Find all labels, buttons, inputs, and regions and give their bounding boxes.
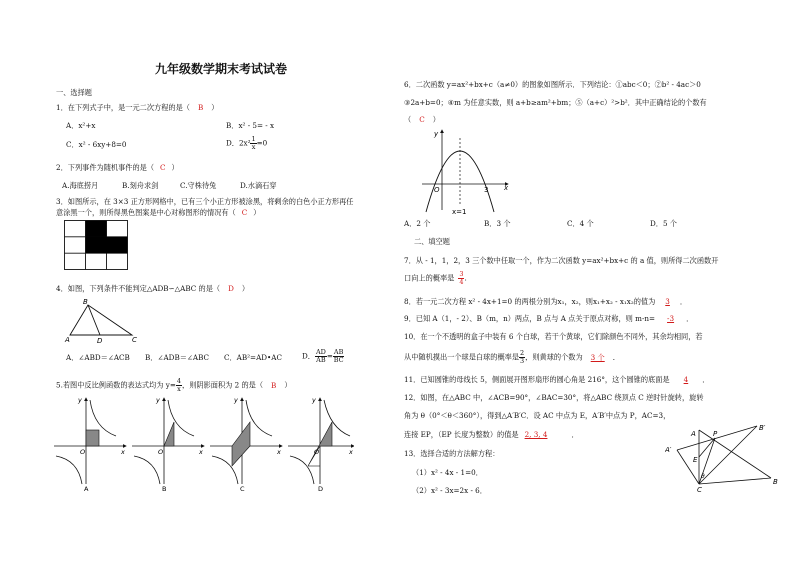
question-12-line-1: 12．如图，在△ABC 中，∠ACB=90°，∠BAC=30°，将△ABC 绕顶点 C 逆时针旋转，旋转 [404,393,704,402]
question-4-option-c: C．AB²=AD•AC [224,353,282,362]
svg-text:E: E [693,456,698,464]
question-13-stem: 13．选择合适的方法解方程： [404,449,500,458]
question-12-answer: 2, 3, 4 [524,430,548,439]
svg-text:P: P [713,430,718,438]
section-heading-fill: 二、填空题 [414,237,450,246]
svg-text:A′: A′ [665,446,672,454]
graph-a-label: A [84,485,89,493]
question-4-option-a: A．∠ABD＝∠ACB [66,353,130,362]
svg-text:θ: θ [701,473,705,480]
question-1-stem: 1．在下列式子中，是一元二次方程的是（ B ） [56,103,219,112]
question-13-part-2: （2）x² - 3x=2x - 6． [412,486,487,495]
question-4-option-d: D． $\frac{AD}{AB}=$ $\frac{AB}{BC}$ [302,348,344,364]
question-7-line-1: 7．从 - 1，1，2，3 三个数中任取一个，作为二次函数 y=ax²+bx+c 的 a 值，则所得二次函数开 [404,256,719,265]
svg-text:x: x [121,448,125,456]
svg-text:y: y [78,396,82,404]
svg-text:x: x [504,184,509,192]
question-8: 8．若一元二次方程 x² - 4x+1=0 的两根分别为x₁，x₂，则x₁+x₂ - x₁x₂的值为 3 ． [404,297,688,306]
question-12-line-2: 角为 θ（0°＜θ＜360°），得到△A′B′C．设 AC 中点为 E，A′B′中点为 P，AC=3， [404,411,671,420]
question-8-answer: 3 [665,297,670,306]
question-7-answer-den: 4 [459,278,464,286]
label-a: A [65,336,70,344]
svg-text:x=1: x=1 [452,208,467,216]
triangle-figure [62,298,142,344]
question-4-stem: 4．如图，下列条件不能判定△ADB∽△ABC 的是（ D ） [56,284,250,293]
question-6-option-b: B．3 个 [484,219,511,228]
question-2-option-a: A.海底捞月 [62,181,99,190]
question-4-answer: D [228,284,234,293]
svg-text:y: y [234,396,238,404]
question-6-answer-line: （ C ） [404,115,440,124]
question-12-line-3: 连接 EP，（EP 长度为整数）的值是 2, 3, 4 ． [404,430,579,439]
svg-text:B′: B′ [759,424,766,432]
question-5-graphs [54,394,354,494]
svg-text:A: A [691,430,696,438]
question-5-answer: B [271,380,277,390]
question-11: 11．已知圆锥的母线长 5，侧面展开图形扇形的圆心角是 216°，这个圆锥的底面是 4 ． [404,375,710,384]
question-4-option-b: B．∠ADB＝∠ABC [145,353,210,362]
question-9: 9．已知 A（1，- 2）、B（m，n）两点，B 点与 A 点关于原点对称，则 m-n= -3 ． [404,314,694,323]
question-6-line-1: 6．二次函数 y=ax²+bx+c（a≠0）的图象如图所示．下列结论：①abc＜0；②b² - 4ac＞0 [404,80,701,89]
question-3-answer: C [241,208,248,217]
svg-text:y: y [156,396,160,404]
question-1-option-a: A．x²+x [66,121,96,130]
question-6-answer: C [419,115,425,124]
svg-text:O: O [158,448,164,456]
question-3-line-1: 3．如图所示，在 3×3 正方形网格中，已有三个小正方形被涂黑，将剩余的白色小正方形再任 [56,197,354,206]
question-1-option-d: D．2x² $\frac{1}{x}=0$ [226,135,268,151]
graph-b-label: B [162,485,167,493]
question-5-stem: 5.若图中反比例函数的表达式均为 y= $\frac{4}{x}$，则阴影面积为 2 的是（ B ） [56,377,292,393]
question-7-answer-num: 3 [459,270,464,278]
svg-text:y: y [434,130,439,138]
svg-text:C: C [697,486,702,492]
question-2-option-b: B.刻舟求剑 [122,181,159,190]
question-2-option-d: D.水滴石穿 [240,181,277,190]
svg-text:O: O [80,448,86,456]
question-1-option-b: B．x² - 5= - x [226,121,275,130]
svg-text:3: 3 [484,186,489,194]
graph-d [288,396,354,493]
svg-text:O: O [314,448,320,456]
label-b: B [83,298,88,306]
question-1-option-c: C．x² - 6xy+8=0 [66,140,127,149]
label-d: D [97,337,103,344]
question-6-option-c: C．4 个 [567,219,594,228]
svg-text:O: O [434,186,440,194]
question-13-part-1: （1）x² - 4x - 1=0． [412,468,483,477]
question-7-line-2: 口向上的概率是 $\frac{3}{4}$. [404,270,467,286]
question-2-option-c: C.守株待兔 [180,181,217,190]
svg-text:B: B [773,478,778,486]
graph-c-label: C [240,485,245,493]
graph-a [54,396,126,493]
question-2-stem: 2．下列事件为随机事件的是（ C ） [56,163,179,172]
svg-text:x: x [349,448,353,456]
rotation-figure [665,420,783,492]
svg-text:x: x [277,448,281,456]
question-3-line-2: 意涂黑一个，则所得黑色图案是中心对称图形的情况有（ C ） [56,208,261,217]
question-9-answer: -3 [667,314,675,323]
graph-b [132,396,204,493]
question-1-answer: B [197,103,204,112]
question-2-answer: C [160,163,166,172]
grid-cell-black [107,237,128,253]
question-10-answer: 3 个 [590,352,605,362]
svg-text:y: y [312,396,316,404]
graph-d-label: D [318,485,324,493]
graph-c [210,396,282,493]
grid-figure [64,220,130,271]
question-10-line-2: 从中随机摸出一个球是白球的概率是 $\frac{2}{3}$，则黄球的个数为 3 个 ． [404,349,620,365]
question-6-line-2: ③2a+b=0；④m 为任意实数，则 a+b≥am²+bm；⑤（a+c）²>b²．其中正确结论的个数有 [404,98,707,107]
label-c: C [132,336,137,344]
question-6-option-a: A．2 个 [404,219,431,228]
grid-cell-black [86,221,107,237]
page-title: 九年级数学期末考试试卷 [155,62,288,76]
svg-text:x: x [199,448,203,456]
section-heading-choice: 一、选择题 [56,88,92,97]
parabola-figure [420,126,516,216]
question-6-option-d: D．5 个 [650,219,677,228]
question-10-line-1: 10．在一个不透明的盒子中装有 6 个白球，若干个黄球，它们除颜色不同外，其余均相同，若 [404,332,703,341]
question-11-answer: 4 [683,375,689,384]
grid-cell-black [86,237,107,253]
